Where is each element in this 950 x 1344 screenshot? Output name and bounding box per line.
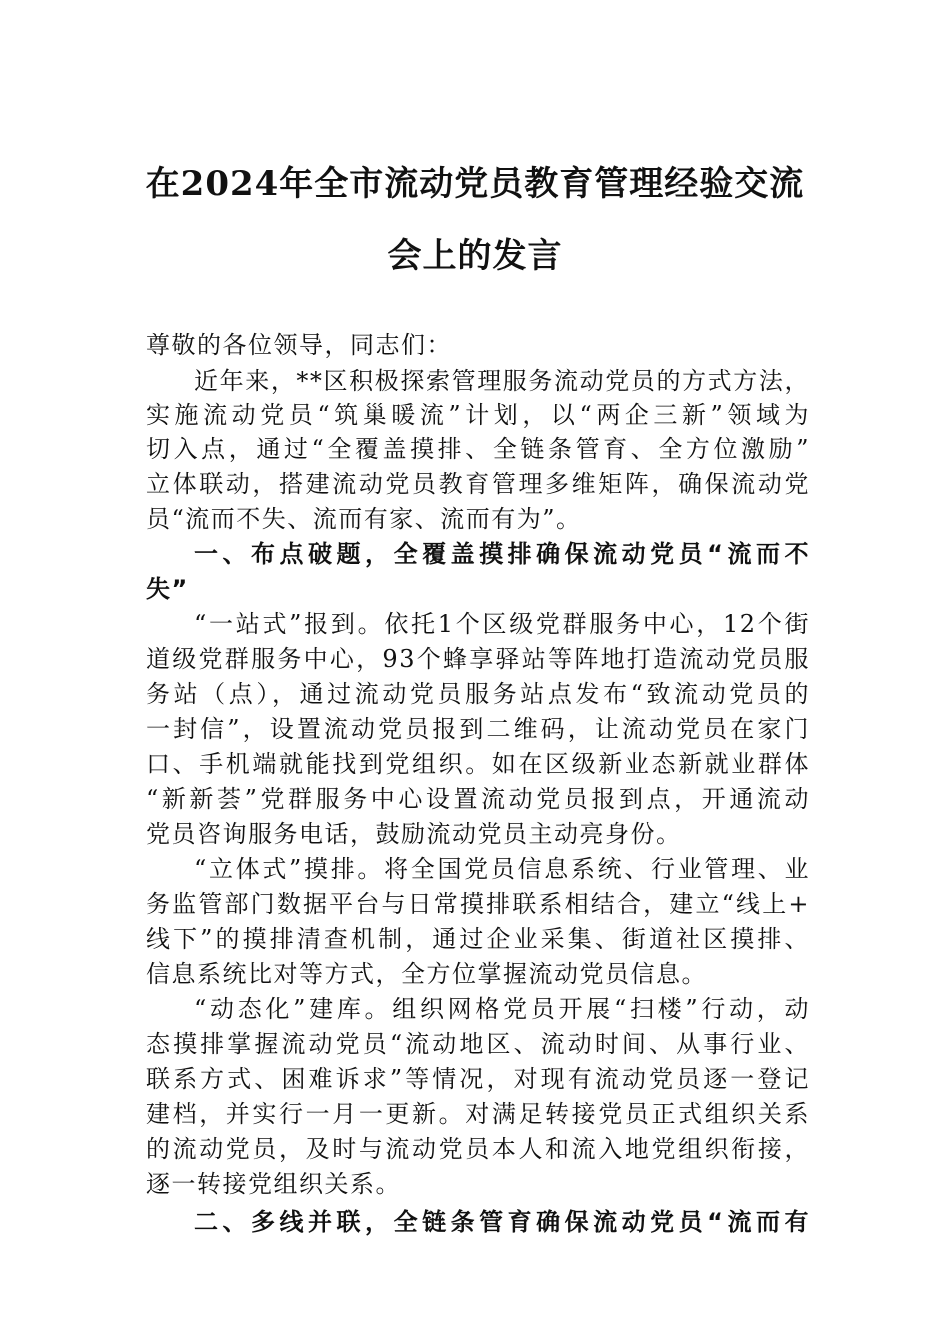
paragraph-line: 建档，并实行一月一更新。对满足转接党员正式组织关系 bbox=[146, 1100, 810, 1128]
paragraph-line: “新新荟”党群服务中心设置流动党员报到点，开通流动 bbox=[146, 785, 810, 813]
paragraph-line: 立体联动，搭建流动党员教育管理多维矩阵，确保流动党 bbox=[146, 470, 810, 498]
section-heading-2: 二、多线并联，全链条管育确保流动党员“流而有 bbox=[194, 1208, 810, 1236]
paragraph-line: 联系方式、困难诉求”等情况，对现有流动党员逐一登记 bbox=[146, 1065, 810, 1093]
section-heading-1-continued: 失” bbox=[146, 575, 189, 603]
paragraph-line: “立体式”摸排。将全国党员信息系统、行业管理、业 bbox=[194, 855, 810, 883]
paragraph-line: 信息系统比对等方式，全方位掌握流动党员信息。 bbox=[146, 960, 707, 988]
paragraph-line: 态摸排掌握流动党员“流动地区、流动时间、从事行业、 bbox=[146, 1030, 810, 1058]
paragraph-line: 近年来，**区积极探索管理服务流动党员的方式方法， bbox=[194, 367, 810, 395]
paragraph-line: “一站式”报到。依托1个区级党群服务中心，12个街 bbox=[194, 610, 810, 638]
paragraph-line: 口、手机端就能找到党组织。如在区级新业态新就业群体 bbox=[146, 750, 810, 778]
paragraph-line: 线下”的摸排清查机制，通过企业采集、街道社区摸排、 bbox=[146, 925, 810, 953]
paragraph-line: 道级党群服务中心，93个蜂享驿站等阵地打造流动党员服 bbox=[146, 645, 810, 673]
paragraph-line: 务监管部门数据平台与日常摸排联系相结合，建立“线上+ bbox=[146, 890, 810, 918]
paragraph-line: 切入点，通过“全覆盖摸排、全链条管育、全方位激励” bbox=[146, 435, 810, 463]
paragraph-line: 员“流而不失、流而有家、流而有为”。 bbox=[146, 505, 582, 533]
document-title-line-1: 在2024年全市流动党员教育管理经验交流 bbox=[145, 164, 805, 204]
salutation: 尊敬的各位领导，同志们： bbox=[146, 331, 452, 359]
paragraph-line: 实施流动党员“筑巢暖流”计划，以“两企三新”领域为 bbox=[146, 401, 810, 429]
paragraph-line: 的流动党员，及时与流动党员本人和流入地党组织衔接， bbox=[146, 1135, 810, 1163]
paragraph-line: 务站（点），通过流动党员服务站点发布“致流动党员的 bbox=[146, 680, 810, 708]
paragraph-line: 党员咨询服务电话，鼓励流动党员主动亮身份。 bbox=[146, 820, 682, 848]
paragraph-line: 一封信”，设置流动党员报到二维码，让流动党员在家门 bbox=[146, 715, 810, 743]
paragraph-line: 逐一转接党组织关系。 bbox=[146, 1170, 401, 1198]
section-heading-1: 一、布点破题，全覆盖摸排确保流动党员“流而不 bbox=[194, 540, 810, 568]
document-title-line-2: 会上的发言 bbox=[387, 236, 563, 276]
paragraph-line: “动态化”建库。组织网格党员开展“扫楼”行动，动 bbox=[194, 995, 810, 1023]
